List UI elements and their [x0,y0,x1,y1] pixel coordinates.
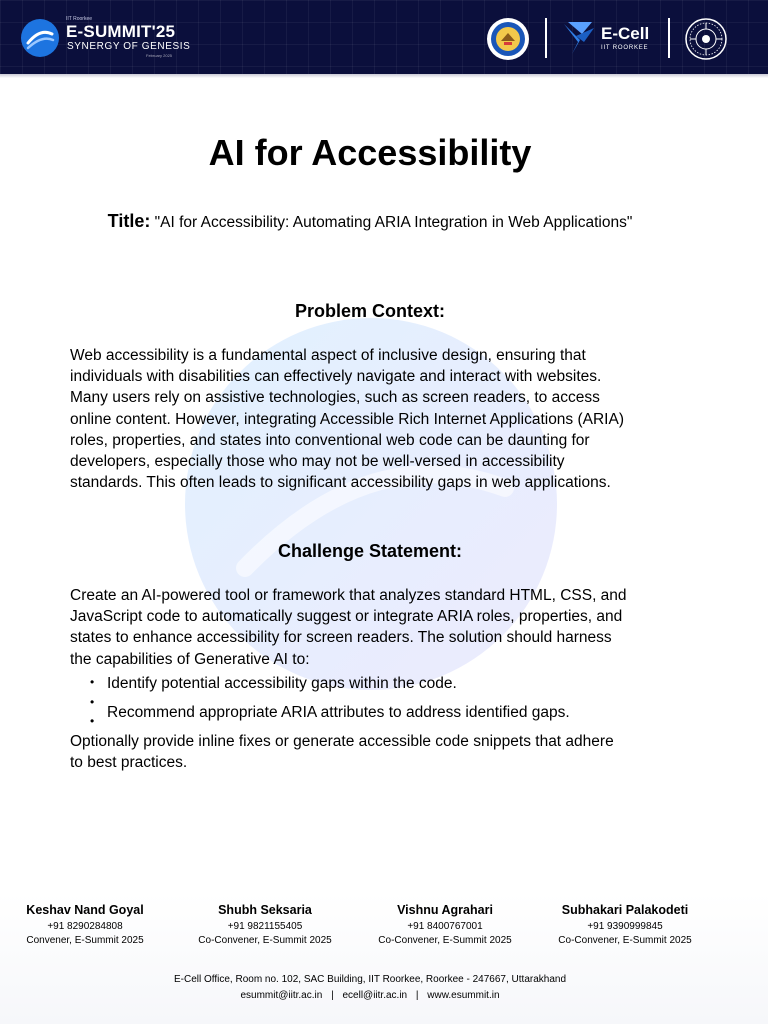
bullet-icon: • [90,675,95,689]
contact-role: Co-Convener, E-Summit 2025 [558,935,692,946]
problem-context-heading: Problem Context: [294,301,445,321]
ecell-logo-icon [562,20,596,56]
page-title: AI for Accessibility [208,132,532,173]
esummit-email-link[interactable]: esummit@iitr.ac.in [240,990,323,1001]
contact-role: Convener, E-Summit 2025 [26,935,144,946]
challenge-statement-paragraph [70,585,680,670]
paragraph-line: online content. However, integrating Accessible Rich Internet Applications (ARIA) [70,410,624,428]
problem-context-paragraph [70,345,680,493]
esummit-title: E-SUMMIT'25 [66,22,176,41]
contact-card [535,903,715,946]
title-label: Title: [107,211,151,231]
website-link[interactable]: www.esummit.in [427,990,500,1001]
challenge-closing-paragraph [70,731,680,773]
paragraph-line: Create an AI-powered tool or framework that analyzes standard HTML, CSS, and [70,587,627,604]
contact-card [355,903,535,946]
contact-card [175,903,355,946]
paragraph-line: the capabilities of Generative AI to: [70,650,310,668]
esummit-logo-icon [20,18,60,58]
contact-name: Subhakari Palakodeti [561,903,689,917]
separator: | [331,990,334,1001]
contact-phone: +91 9821155405 [227,921,303,932]
contact-name: Keshav Nand Goyal [26,903,144,917]
paragraph-line: to best practices. [70,754,188,772]
office-address: E-Cell Office, Room no. 102, SAC Building, IIT Roorkee, Roorkee - 247667, Uttarakhand [173,974,567,985]
ecell-email-link[interactable]: ecell@iitr.ac.in [342,990,408,1001]
contact-card [0,903,175,946]
header-divider [545,18,547,58]
paragraph-line: states to enhance accessibility for screen readers. The solution should harness [70,629,612,647]
challenge-statement-heading: Challenge Statement: [277,541,463,561]
paragraph-line: roles, properties, and states into conventional web code can be daunting for [70,431,590,449]
ecell-subtitle: IIT ROORKEE [601,45,649,51]
contact-phone: +91 8400767001 [407,921,483,932]
ecell-wordmark [601,24,649,51]
contact-links [0,990,740,1001]
list-item-text: Recommend appropriate ARIA attributes to address identified gaps. [107,704,570,721]
contact-phone: +91 8290284808 [47,921,123,932]
bullet-icon: • [90,695,95,709]
paragraph-line: individuals with disabilities can effectively navigate and interact with websites. [70,368,602,386]
title-text: "AI for Accessibility: Automating ARIA Integration in Web Applications" [154,214,633,231]
paragraph-line: developers, especially those who may not be well-versed in accessibility [70,453,565,471]
list-item-text: Identify potential accessibility gaps within the code. [107,675,457,692]
header-divider [668,18,670,58]
paragraph-line: standards. This often leads to significant accessibility gaps in web applications. [70,474,611,492]
contact-phone: +91 9390999845 [587,921,663,932]
paragraph-line: Many users rely on assistive technologies, such as screen readers, to access [70,389,600,407]
contact-name: Vishnu Agrahari [397,903,493,917]
contact-role: Co-Convener, E-Summit 2025 [378,935,512,946]
paragraph-line: Web accessibility is a fundamental aspect of inclusive design, ensuring that [70,347,586,364]
contact-name: Shubh Seksaria [218,903,312,917]
paragraph-line: Optionally provide inline fixes or generate accessible code snippets that adhere [70,733,614,750]
iit-roorkee-emblem-icon [684,17,728,61]
contact-role: Co-Convener, E-Summit 2025 [198,935,332,946]
bullet-icon: • [90,714,95,728]
paragraph-line: JavaScript code to automatically suggest or integrate ARIA roles, properties, and [70,608,623,626]
problem-title-line [0,211,740,232]
esummit-subtitle: SYNERGY OF GENESIS [67,41,191,52]
separator: | [415,990,419,1001]
ecell-name: E-Cell [601,24,650,43]
esummit-small-text: IIT Roorkee [66,16,93,22]
header-banner [0,0,768,74]
institute-seal-icon [486,17,530,61]
esummit-date: February 2025 [146,53,173,58]
